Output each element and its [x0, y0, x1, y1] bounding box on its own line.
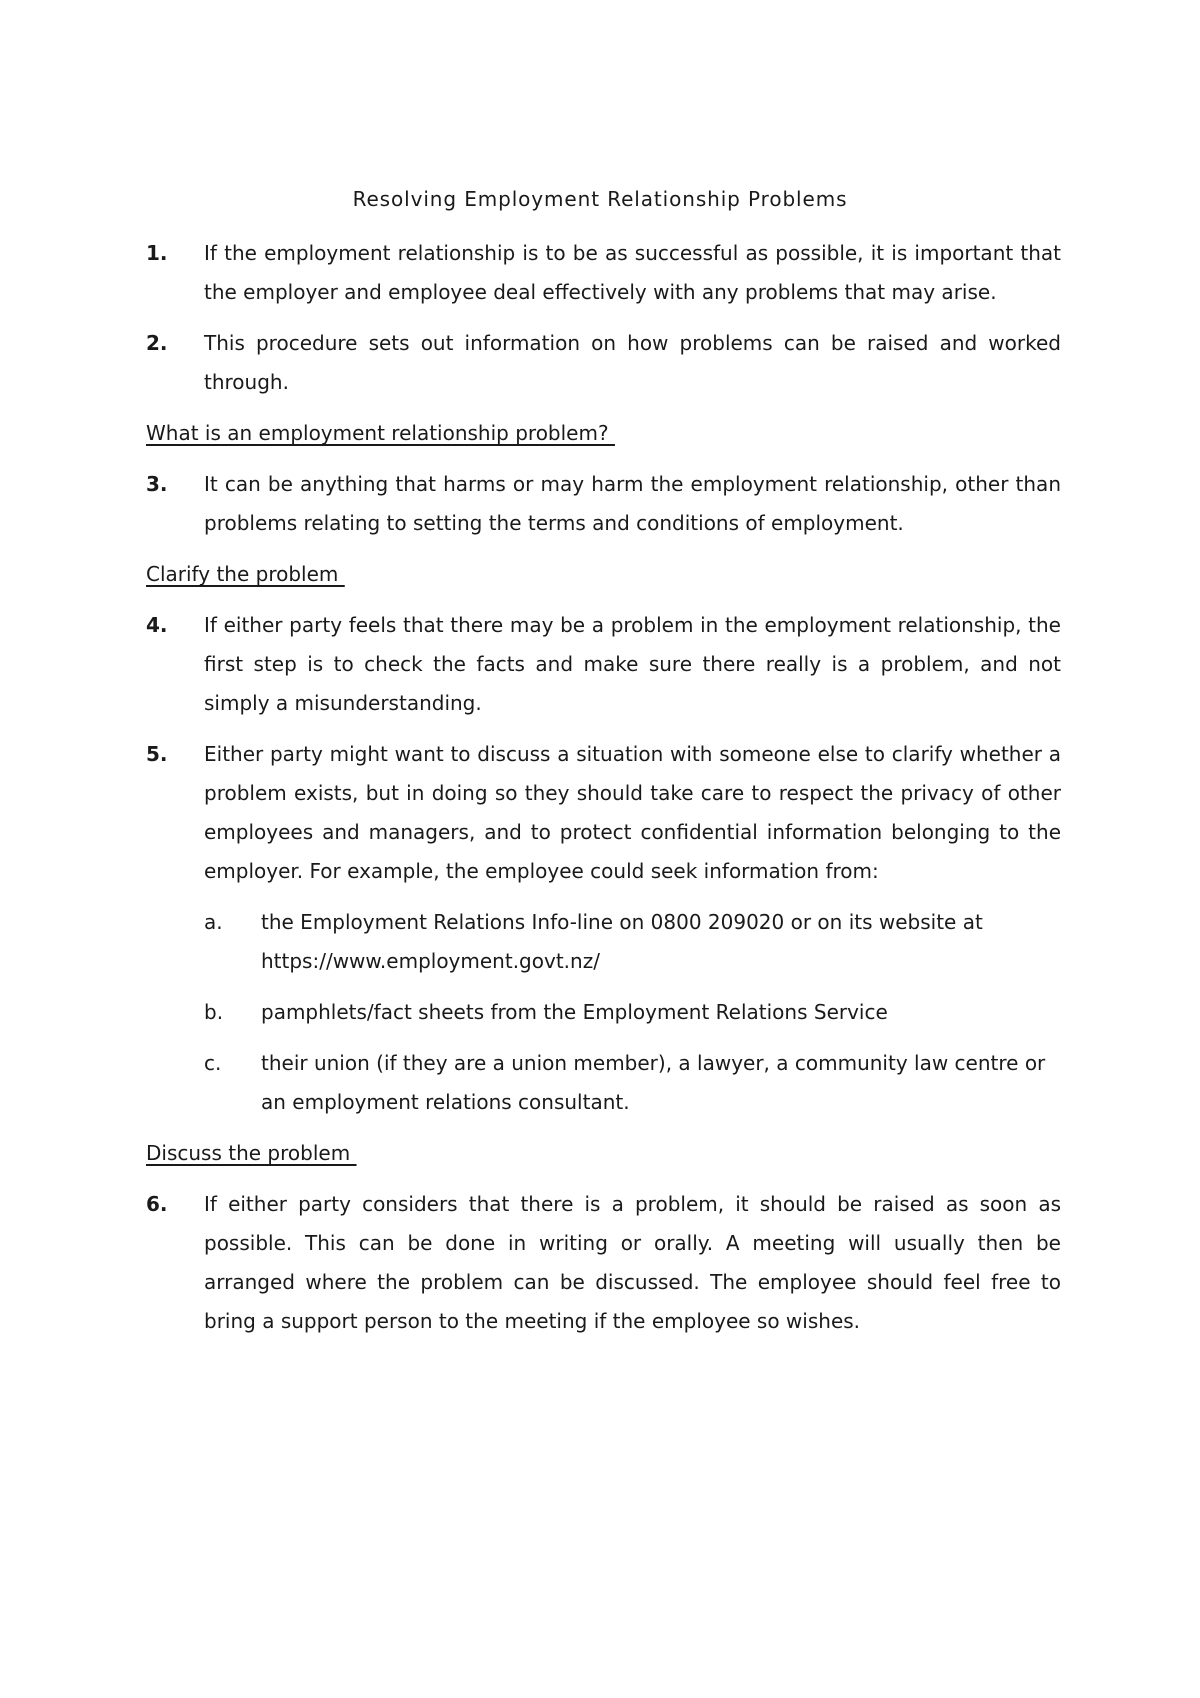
item-letter: a. — [204, 910, 223, 934]
paragraph-number: 3. — [146, 472, 168, 496]
numbered-paragraph-5 — [146, 735, 1061, 891]
item-text: their union (if they are a union member), a lawyer, a community law centre or an employment relations consultant. — [261, 1051, 1046, 1114]
item-letter: c. — [204, 1051, 222, 1075]
paragraph-number: 1. — [146, 241, 168, 265]
paragraph-text: This procedure sets out information on how problems can be raised and worked through. — [204, 331, 1061, 394]
item-letter: b. — [204, 1000, 224, 1024]
item-text: pamphlets/fact sheets from the Employment Relations Service — [261, 1000, 888, 1024]
paragraph-text: If either party feels that there may be a problem in the employment relationship, the first step is to check the facts and make sure there really is a problem, and not simply a misunderstanding. — [204, 613, 1061, 715]
paragraph-text: If the employment relationship is to be as successful as possible, it is important that the employer and employee deal effectively with any problems that may arise. — [204, 241, 1061, 304]
document-title: Resolving Employment Relationship Problems — [352, 187, 848, 211]
lettered-item-b — [146, 993, 1061, 1032]
section-heading-what-is-problem: What is an employment relationship problem? — [146, 421, 615, 445]
item-text: the Employment Relations Info-line on 0800 209020 or on its website at https://www.employment.govt.nz/ — [261, 910, 983, 973]
paragraph-number: 4. — [146, 613, 168, 637]
paragraph-text: Either party might want to discuss a situation with someone else to clarify whether a problem exists, but in doing so they should take care to respect the privacy of other employees and managers, and to protect confidential information belonging to the employer. For example, the employee could seek information from: — [204, 742, 1061, 883]
numbered-paragraph-2 — [146, 324, 1061, 402]
paragraph-text: If either party considers that there is a problem, it should be raised as soon as possible. This can be done in writing or orally. A meeting will usually then be arranged where the problem can be discussed. The employee should feel free to bring a support person to the meeting if the employee so wishes. — [204, 1192, 1061, 1333]
numbered-paragraph-1 — [146, 234, 1061, 312]
lettered-item-a — [146, 903, 1061, 981]
numbered-paragraph-3 — [146, 465, 1061, 543]
section-heading-discuss-problem: Discuss the problem — [146, 1141, 357, 1165]
paragraph-number: 2. — [146, 331, 168, 355]
paragraph-text: It can be anything that harms or may harm the employment relationship, other than problems relating to setting the terms and conditions of employment. — [204, 472, 1061, 535]
document-body — [146, 234, 1061, 1353]
numbered-paragraph-6 — [146, 1185, 1061, 1341]
paragraph-number: 6. — [146, 1192, 168, 1216]
numbered-paragraph-4 — [146, 606, 1061, 723]
lettered-item-c — [146, 1044, 1061, 1122]
section-heading-clarify-problem: Clarify the problem — [146, 562, 345, 586]
paragraph-number: 5. — [146, 742, 168, 766]
